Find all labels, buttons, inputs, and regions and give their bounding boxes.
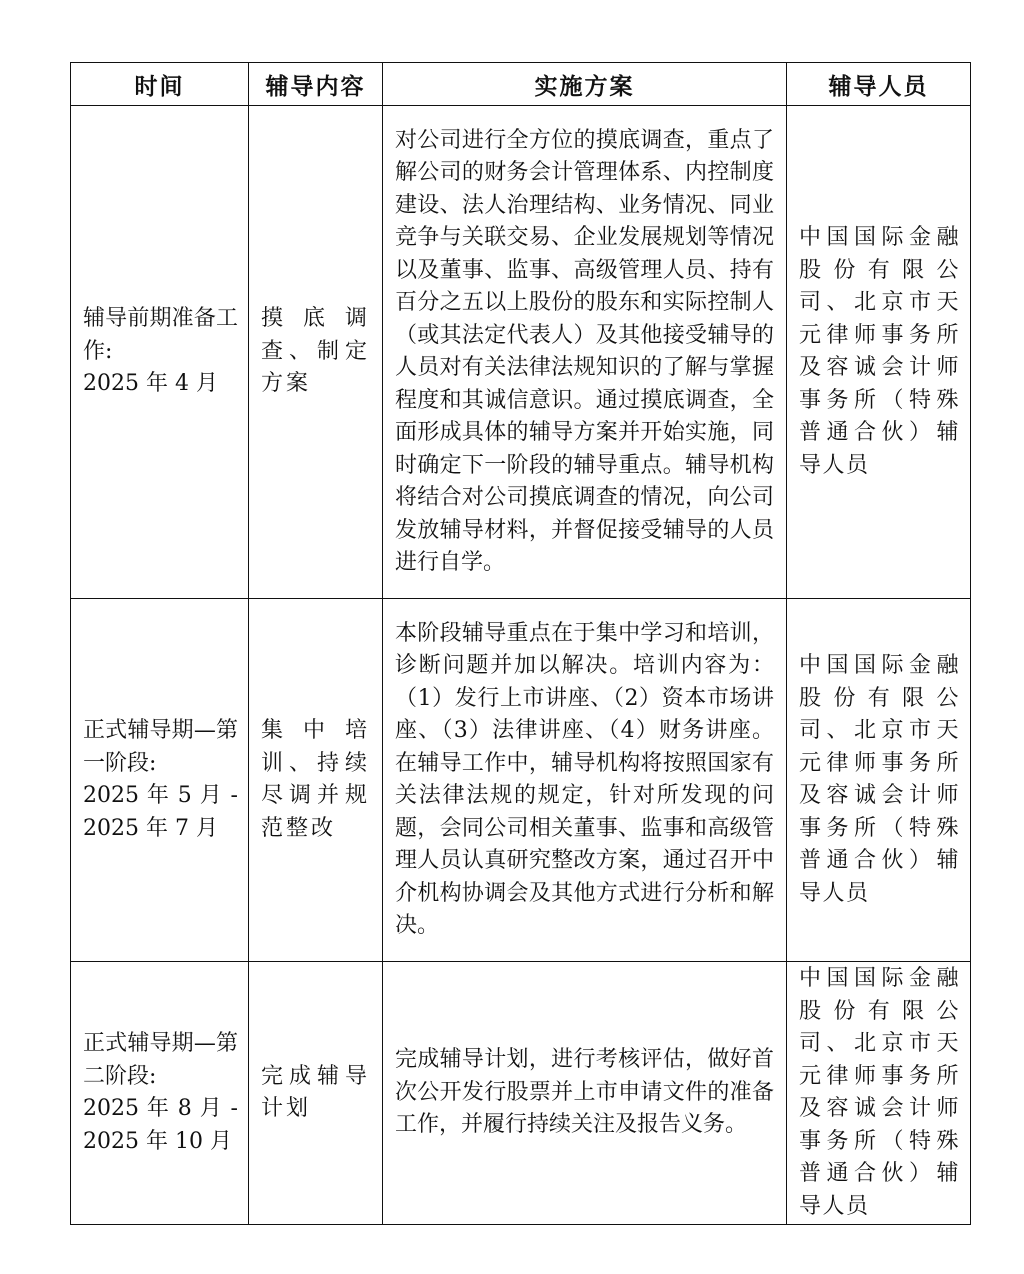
plan-cell	[383, 962, 787, 1225]
tutoring-plan-table	[70, 62, 971, 1225]
table-row	[71, 962, 971, 1225]
content-cell	[249, 599, 383, 962]
plan-cell	[383, 106, 787, 599]
phase-date-range: 2025 年 4 月	[83, 371, 218, 397]
time-cell	[71, 106, 249, 599]
tutoring-staff: 中国国际金融股份有限公司、北京市天元律师事务所及容诚会计师事务所（特殊普通合伙）辅导人员	[799, 653, 960, 906]
tutoring-content: 集中培训、持续尽调并规范整改	[261, 718, 370, 841]
tutoring-staff: 中国国际金融股份有限公司、北京市天元律师事务所及容诚会计师事务所（特殊普通合伙）辅导人员	[799, 225, 960, 478]
staff-cell	[787, 106, 971, 599]
implementation-plan: 对公司进行全方位的摸底调查，重点了解公司的财务会计管理体系、内控制度建设、法人治理结构、业务情况、同业竞争与关联交易、企业发展规划等情况以及董事、监事、高级管理人员、持有百分之五以上股份的股东和实际控制人（或其法定代表人）及其他接受辅导的人员对有关法律法规知识的了解与掌握程度和其诚信意识。通过摸底调查，全面形成具体的辅导方案并开始实施，同时确定下一阶段的辅导重点。辅导机构将结合对公司摸底调查的情况，向公司发放辅导材料，并督促接受辅导的人员进行自学。	[395, 127, 774, 575]
header-time: 时间	[71, 63, 249, 106]
implementation-plan: 本阶段辅导重点在于集中学习和培训，诊断问题并加以解决。培训内容为：（1）发行上市讲座、（2）资本市场讲座、（3）法律讲座、（4）财务讲座。在辅导工作中，辅导机构将按照国家有关法律法规的规定，针对所发现的问题，会同公司相关董事、监事和高级管理人员认真研究整改方案，通过召开中介机构协调会及其他方式进行分析和解决。	[395, 620, 774, 938]
content-cell	[249, 106, 383, 599]
table-header-row	[71, 63, 971, 106]
table-row	[71, 599, 971, 962]
staff-cell	[787, 599, 971, 962]
header-content: 辅导内容	[249, 63, 383, 106]
header-plan: 实施方案	[383, 63, 787, 106]
header-staff: 辅导人员	[787, 63, 971, 106]
plan-cell	[383, 599, 787, 962]
phase-date-range: 2025 年 8 月 -2025 年 10 月	[83, 1096, 238, 1154]
phase-label: 正式辅导期—第二阶段:	[83, 1031, 238, 1089]
staff-cell	[787, 962, 971, 1225]
phase-label: 正式辅导期—第一阶段:	[83, 718, 238, 776]
tutoring-content: 完成辅导计划	[261, 1063, 370, 1121]
time-cell	[71, 599, 249, 962]
phase-label: 辅导前期准备工作:	[83, 306, 238, 364]
implementation-plan: 完成辅导计划，进行考核评估，做好首次公开发行股票并上市申请文件的准备工作，并履行持续关注及报告义务。	[395, 1047, 774, 1138]
table-row	[71, 106, 971, 599]
content-cell	[249, 962, 383, 1225]
time-cell	[71, 962, 249, 1225]
tutoring-content: 摸底调查、制定方案	[261, 306, 370, 397]
phase-date-range: 2025 年 5 月 -2025 年 7 月	[83, 783, 238, 841]
tutoring-staff: 中国国际金融股份有限公司、北京市天元律师事务所及容诚会计师事务所（特殊普通合伙）辅导人员	[799, 966, 960, 1219]
